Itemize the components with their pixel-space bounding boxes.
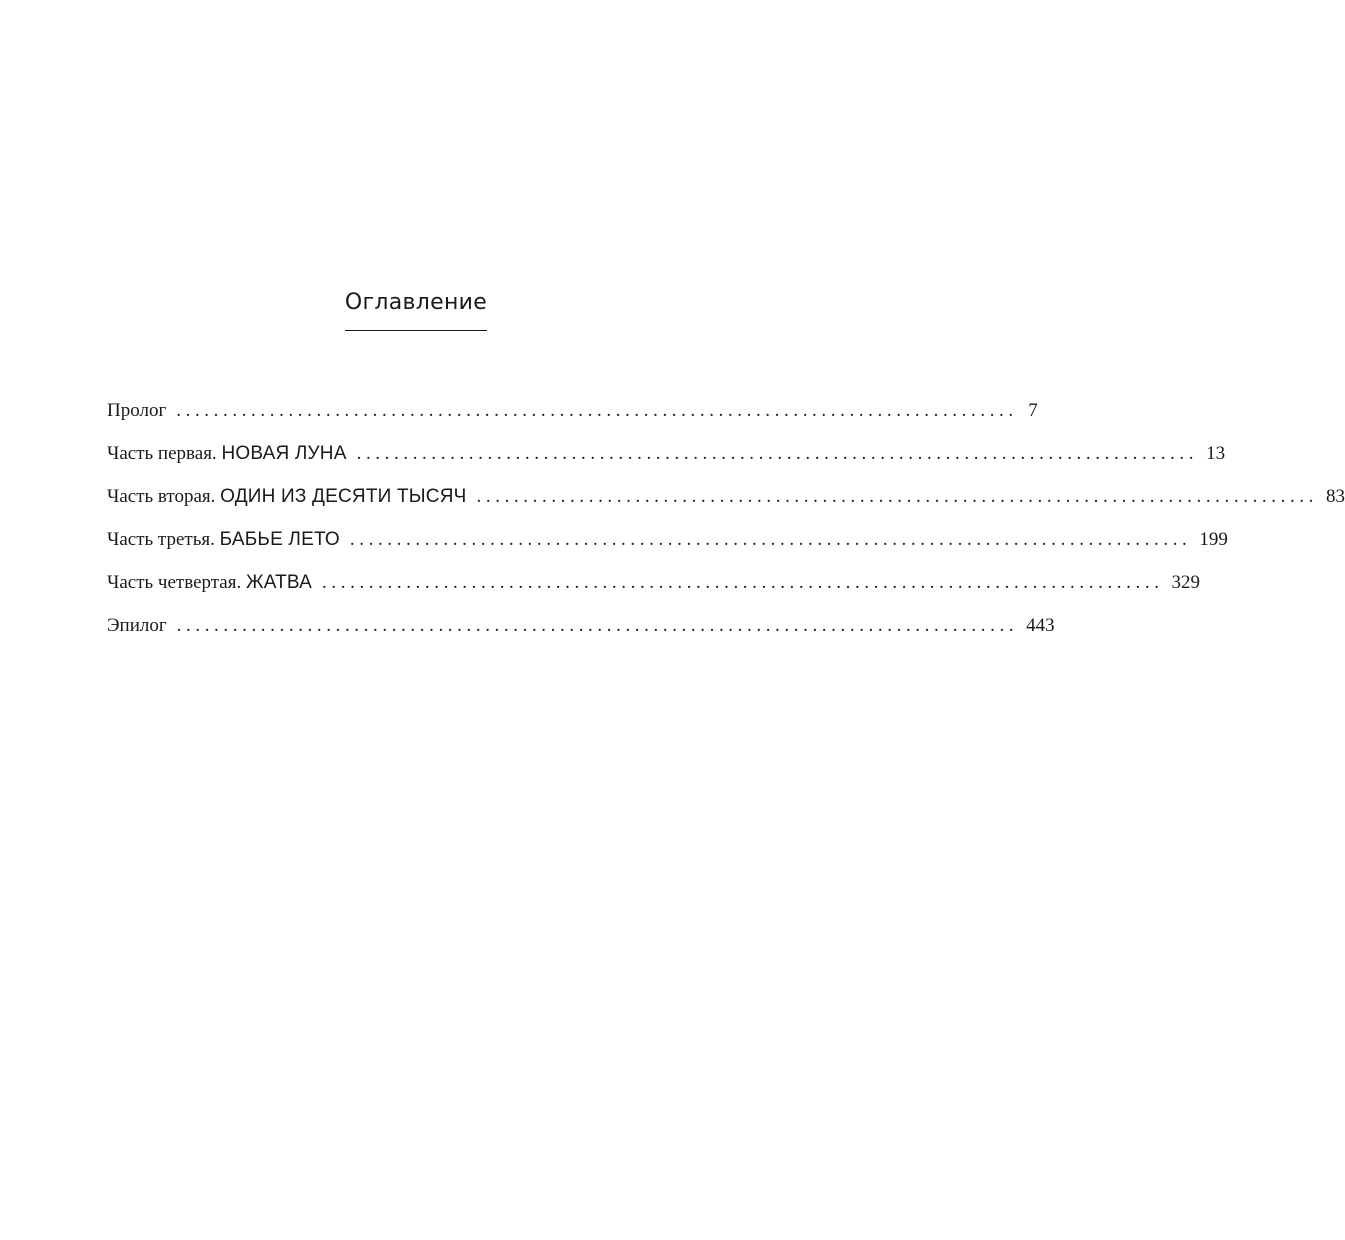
entry-part-label: Часть первая. xyxy=(107,443,217,464)
entry-label: Пролог xyxy=(107,400,167,421)
dot-leader: .......................................................................................... xyxy=(349,529,1192,550)
page-number: 443 xyxy=(1026,615,1055,636)
page-number: 199 xyxy=(1199,529,1228,550)
entry-label xyxy=(107,484,467,510)
entry-part-label: Часть третья. xyxy=(107,529,215,550)
dot-leader: .......................................................................................... xyxy=(322,572,1164,593)
dot-leader: .......................................................................................... xyxy=(476,486,1319,507)
toc-entry-part-4[interactable] xyxy=(107,570,1201,613)
entry-label xyxy=(107,570,312,596)
page-number: 13 xyxy=(1206,443,1226,464)
entry-label: Эпилог xyxy=(107,615,167,636)
entry-part-title: ОДИН ИЗ ДЕСЯТИ ТЫСЯЧ xyxy=(220,486,467,507)
entry-part-title: НОВАЯ ЛУНА xyxy=(221,443,347,464)
heading-underline xyxy=(345,330,487,331)
toc-heading: Оглавление xyxy=(344,290,488,315)
entry-label xyxy=(107,527,340,553)
entry-part-label: Часть четвертая. xyxy=(107,572,242,593)
dot-leader: .......................................................................................... xyxy=(176,400,1018,421)
entry-label xyxy=(107,441,347,467)
toc-entry-part-2[interactable] xyxy=(107,484,1345,527)
entry-part-label: Часть вторая. xyxy=(107,486,216,507)
page-number: 83 xyxy=(1326,486,1345,507)
dot-leader: .......................................................................................... xyxy=(356,443,1199,464)
toc-entry-part-3[interactable] xyxy=(107,527,1228,570)
page-number: 7 xyxy=(1028,400,1038,421)
toc-list xyxy=(107,398,1345,656)
page-number: 329 xyxy=(1171,572,1201,593)
toc-entry-part-1[interactable] xyxy=(107,441,1226,484)
dot-leader: .......................................................................................... xyxy=(176,615,1019,636)
entry-part-title: БАБЬЕ ЛЕТО xyxy=(219,529,340,550)
toc-entry-prologue[interactable] xyxy=(107,398,1038,441)
toc-entry-epilogue[interactable] xyxy=(107,613,1055,656)
entry-part-title: ЖАТВА xyxy=(245,572,313,593)
